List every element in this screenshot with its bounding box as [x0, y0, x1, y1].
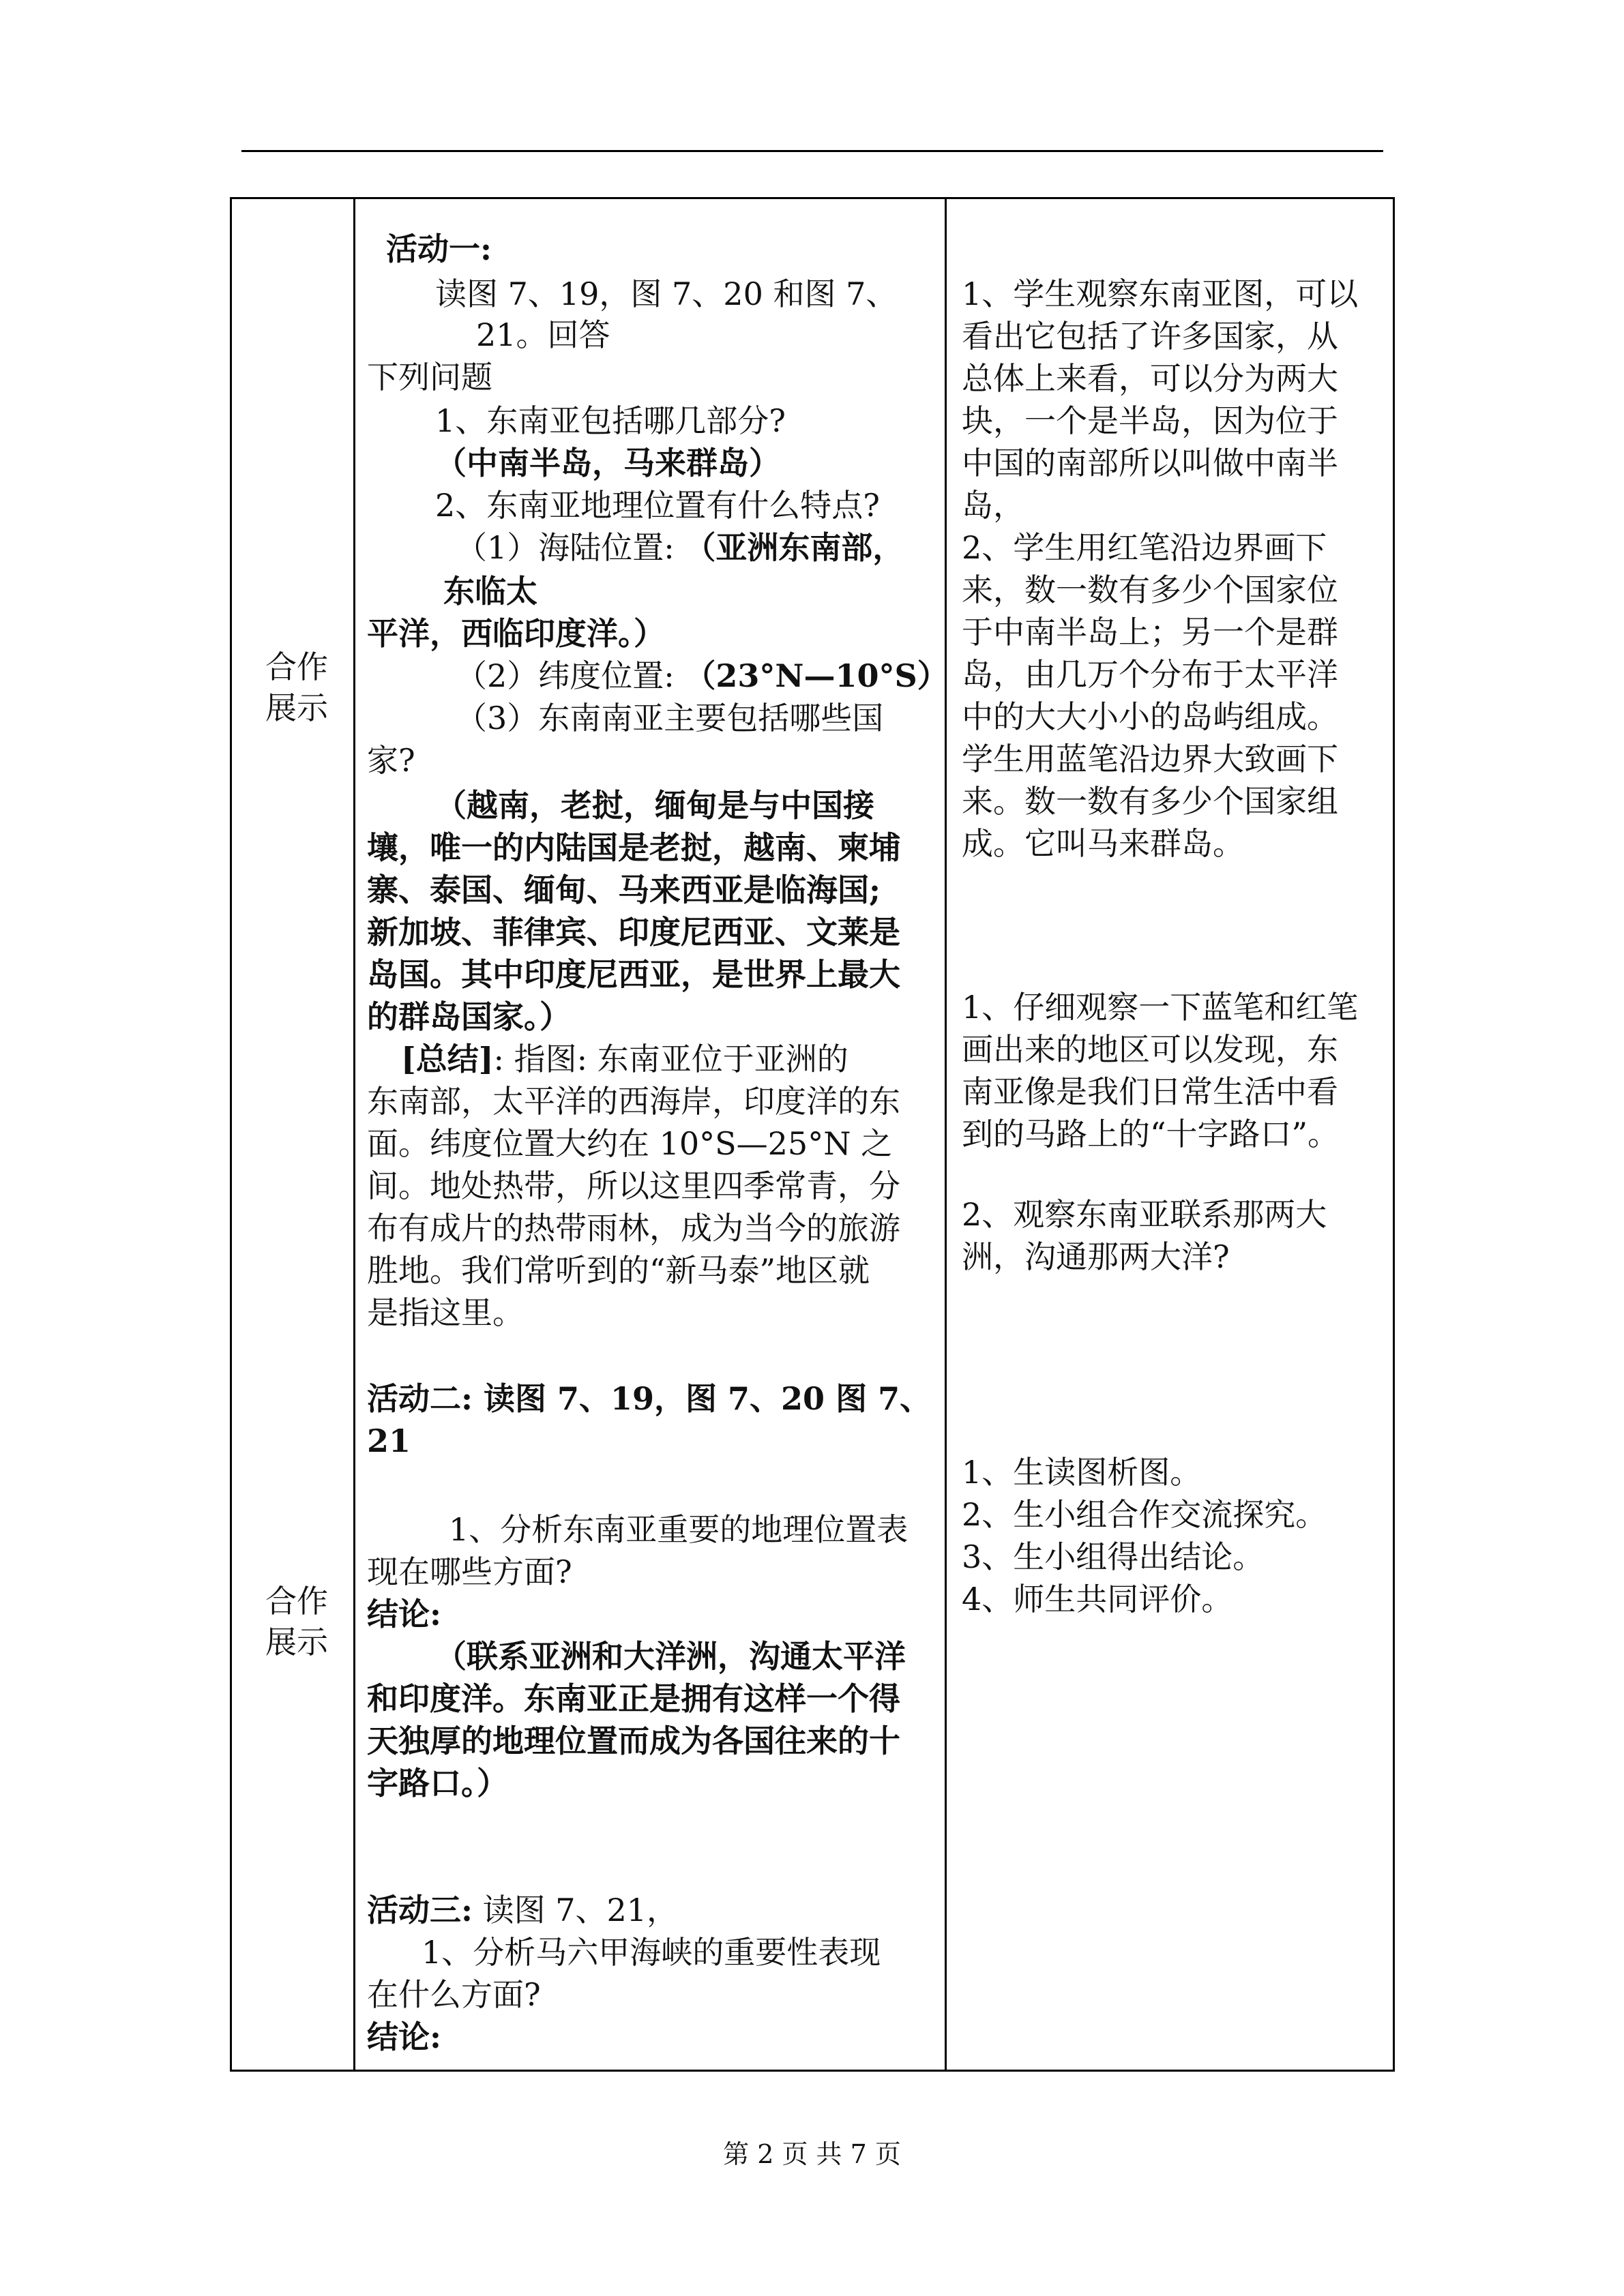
teaching-text-line-14: （越南，老挝，缅甸是与中国接: [435, 787, 874, 824]
page-footer: 第 2 页 共 7 页: [723, 2139, 901, 2169]
teaching-text-line-7: 2、东南亚地理位置有什么特点?: [435, 487, 880, 524]
teaching-text-line-34: 天独厚的地理位置而成为各国往来的十: [367, 1723, 900, 1759]
student-text-line-22: 2、生小组合作交流探究。: [962, 1496, 1327, 1533]
teaching-text-line-22: 面。纬度位置大约在 10°S—25°N 之: [367, 1125, 893, 1162]
teaching-text-line-37: 1、分析马六甲海峡的重要性表现: [422, 1934, 881, 1971]
student-text-line-2: 看出它包括了许多国家，从: [962, 318, 1338, 355]
column-divider-1: [353, 197, 355, 2072]
teaching-text-line-10: 平洋，西临印度洋。）: [367, 615, 665, 652]
teaching-text-line-35: 字路口。）: [367, 1765, 508, 1802]
row-label-1-line-2: 展示: [265, 689, 328, 726]
teaching-text-line-28: 21: [367, 1422, 411, 1459]
student-text-line-24: 4、师生共同评价。: [962, 1581, 1233, 1617]
teaching-text-line-4: 下列问题: [367, 359, 492, 396]
teaching-text-line-29: 1、分析东南亚重要的地理位置表: [449, 1511, 909, 1548]
teaching-text-line-12: （3）东南南亚主要包括哪些国: [456, 700, 884, 736]
student-text-line-21: 1、生读图析图。: [962, 1454, 1202, 1491]
teaching-text-line-18: 岛国。其中印度尼西亚，是世界上最大: [367, 956, 900, 993]
teaching-text-line-6: （中南半岛，马来群岛）: [435, 445, 780, 481]
teaching-text-line-16: 寨、泰国、缅甸、马来西亚是临海国;: [367, 871, 881, 908]
teaching-text-line-17: 新加坡、菲律宾、印度尼西亚、文莱是: [367, 914, 900, 951]
teaching-text-line-31: 结论:: [367, 1596, 441, 1632]
student-text-line-12: 学生用蓝笔沿边界大致画下: [962, 741, 1338, 777]
student-text-line-20: 洲，沟通那两大洋?: [962, 1238, 1230, 1275]
teaching-text-line-27: 活动二: 读图 7、19，图 7、20 图 7、: [367, 1380, 932, 1417]
teaching-text-line-38: 在什么方面?: [367, 1976, 541, 2013]
student-text-line-17: 南亚像是我们日常生活中看: [962, 1073, 1338, 1110]
teaching-text-line-36: 活动三: 读图 7、21，: [367, 1892, 679, 1928]
teaching-text-line-32: （联系亚洲和大洋洲，沟通太平洋: [435, 1638, 906, 1675]
student-text-line-6: 岛，: [962, 487, 1024, 524]
teaching-text-line-20: [总结]: 指图: 东南亚位于亚洲的: [401, 1041, 848, 1077]
student-text-line-15: 1、仔细观察一下蓝笔和红笔: [962, 989, 1359, 1026]
teaching-text-line-19: 的群岛国家。）: [367, 998, 571, 1035]
teaching-text-line-5: 1、东南亚包括哪几部分?: [435, 402, 786, 439]
teaching-text-line-9: 东临太: [443, 573, 537, 610]
student-text-line-9: 于中南半岛上；另一个是群: [962, 614, 1338, 651]
teaching-text-line-15: 壤，唯一的内陆国是老挝，越南、柬埔: [367, 829, 900, 866]
teaching-text-line-25: 胜地。我们常听到的“新马泰”地区就: [367, 1252, 870, 1289]
student-text-line-19: 2、观察东南亚联系那两大: [962, 1196, 1327, 1233]
teaching-text-line-21: 东南部，太平洋的西海岸，印度洋的东: [367, 1083, 900, 1120]
teaching-text-line-33: 和印度洋。东南亚正是拥有这样一个得: [367, 1680, 900, 1717]
teaching-text-line-23: 间。地处热带，所以这里四季常青，分: [367, 1167, 900, 1204]
teaching-text-line-8: （1）海陆位置: （亚洲东南部，: [456, 529, 904, 566]
row-label-1: [256, 646, 338, 728]
student-text-line-16: 画出来的地区可以发现，东: [962, 1031, 1338, 1068]
teaching-text-line-13: 家?: [367, 742, 415, 779]
teaching-text-line-39: 结论:: [367, 2018, 441, 2055]
student-text-line-11: 中的大大小小的岛屿组成。: [962, 698, 1338, 735]
header-rule: [241, 150, 1383, 152]
student-text-line-14: 成。它叫马来群岛。: [962, 825, 1244, 862]
student-text-line-1: 1、学生观察东南亚图，可以: [962, 275, 1359, 312]
row-label-1-line-1: 合作: [265, 648, 328, 685]
student-text-line-13: 来。数一数有多少个国家组: [962, 783, 1338, 820]
student-text-line-23: 3、生小组得出结论。: [962, 1538, 1265, 1575]
teaching-text-line-2: 读图 7、19，图 7、20 和图 7、: [435, 275, 898, 312]
student-text-line-3: 总体上来看，可以分为两大: [962, 360, 1338, 397]
row-label-2-line-1: 合作: [265, 1583, 328, 1620]
student-text-line-18: 到的马路上的“十字路口”。: [962, 1116, 1340, 1152]
teaching-text-line-30: 现在哪些方面?: [367, 1553, 572, 1590]
teaching-text-line-26: 是指这里。: [367, 1294, 524, 1331]
student-text-line-10: 岛，由几万个分布于太平洋: [962, 656, 1338, 693]
row-label-2-line-2: 展示: [265, 1624, 328, 1660]
student-text-line-5: 中国的南部所以叫做中南半: [962, 445, 1338, 481]
student-text-line-8: 来，数一数有多少个国家位: [962, 571, 1338, 608]
teaching-text-line-24: 布有成片的热带雨林，成为当今的旅游: [367, 1210, 900, 1247]
teaching-text-line-1: 活动一:: [386, 230, 492, 267]
student-text-line-4: 块，一个是半岛，因为位于: [962, 402, 1338, 439]
teaching-text-line-3: 21。回答: [476, 316, 610, 353]
teaching-text-line-11: （2）纬度位置: （23°N—10°S）: [456, 657, 949, 694]
student-text-line-7: 2、学生用红笔沿边界画下: [962, 529, 1327, 566]
row-label-2: [256, 1581, 338, 1663]
